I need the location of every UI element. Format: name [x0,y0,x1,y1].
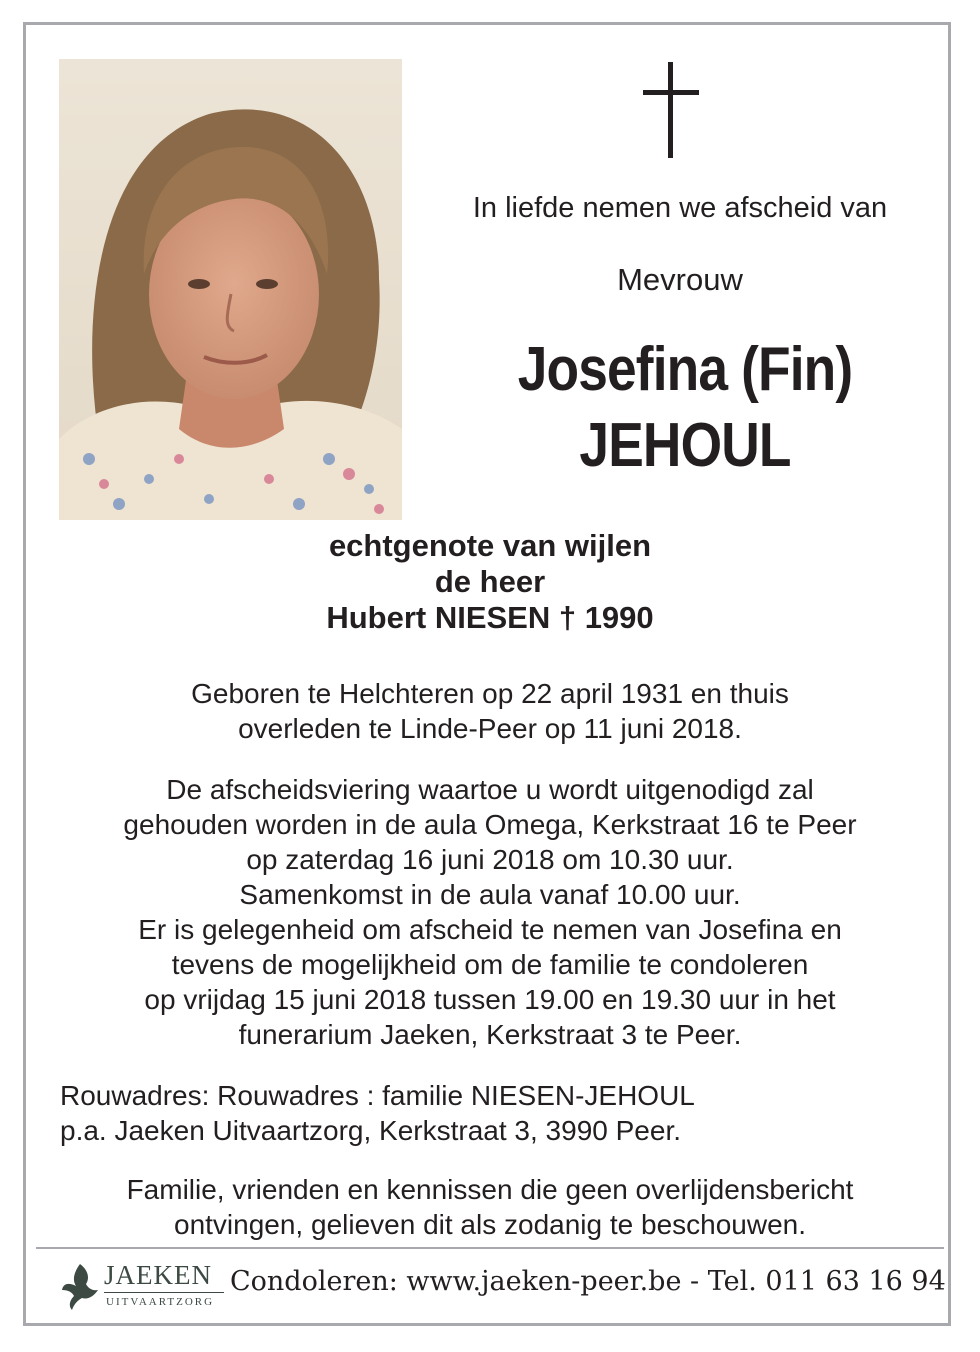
spouse-name: Hubert NIESEN † 1990 [326,600,654,635]
text-line: gehouden worden in de aula Omega, Kerkstraat 16 te Peer [123,809,857,840]
deceased-name [440,332,930,484]
last-name: JEHOUL [579,411,791,480]
latin-cross-icon [641,62,701,158]
text-line: Er is gelegenheid om afscheid te nemen van Josefina en [138,914,842,945]
text-line: ontvingen, gelieven dit als zodanig te beschouwen. [174,1209,806,1240]
logo-subtitle: UITVAARTZORG [106,1296,215,1308]
text-line: Geboren te Helchteren op 22 april 1931 en thuis [191,678,789,709]
spouse-block [80,528,900,636]
notice-paragraph [40,1172,940,1242]
portrait-photo [59,59,402,520]
text-line: op vrijdag 15 juni 2018 tussen 19.00 en 19.30 uur in het [144,984,836,1015]
intro-text: In liefde nemen we afscheid van [472,192,888,224]
dove-icon [60,1260,100,1312]
spouse-line: echtgenote van wijlen [328,528,652,563]
text-line: op zaterdag 16 juni 2018 om 10.30 uur. [246,844,734,875]
ceremony-paragraph [40,772,940,1052]
first-name: Josefina (Fin) [517,335,853,404]
text-line: overleden te Linde-Peer op 11 juni 2018. [238,713,742,744]
text-line: funerarium Jaeken, Kerkstraat 3 te Peer. [238,1019,742,1050]
text-line: De afscheidsviering waartoe u wordt uitgenodigd zal [166,774,814,805]
birth-death-paragraph [40,676,940,746]
footer-divider [36,1247,944,1249]
spouse-line: de heer [434,564,546,599]
mourning-address [60,1078,940,1148]
honorific: Mevrouw [617,262,743,297]
text-line: Samenkomst in de aula vanaf 10.00 uur. [239,879,741,910]
text-line: Rouwadres: Rouwadres : familie NIESEN-JEHOUL [60,1080,695,1111]
text-line: Familie, vrienden en kennissen die geen overlijdensbericht [126,1174,854,1205]
logo-rule [104,1292,224,1293]
text-line: p.a. Jaeken Uitvaartzorg, Kerkstraat 3, 3990 Peer. [60,1115,682,1146]
text-line: tevens de mogelijkheid om de familie te condoleren [171,949,809,980]
condolence-line: Condoleren: www.jaeken-peer.be - Tel. 011 63 16 94 [230,1266,946,1297]
jaeken-logo [60,1258,220,1318]
logo-name: JAEKEN [104,1260,212,1290]
